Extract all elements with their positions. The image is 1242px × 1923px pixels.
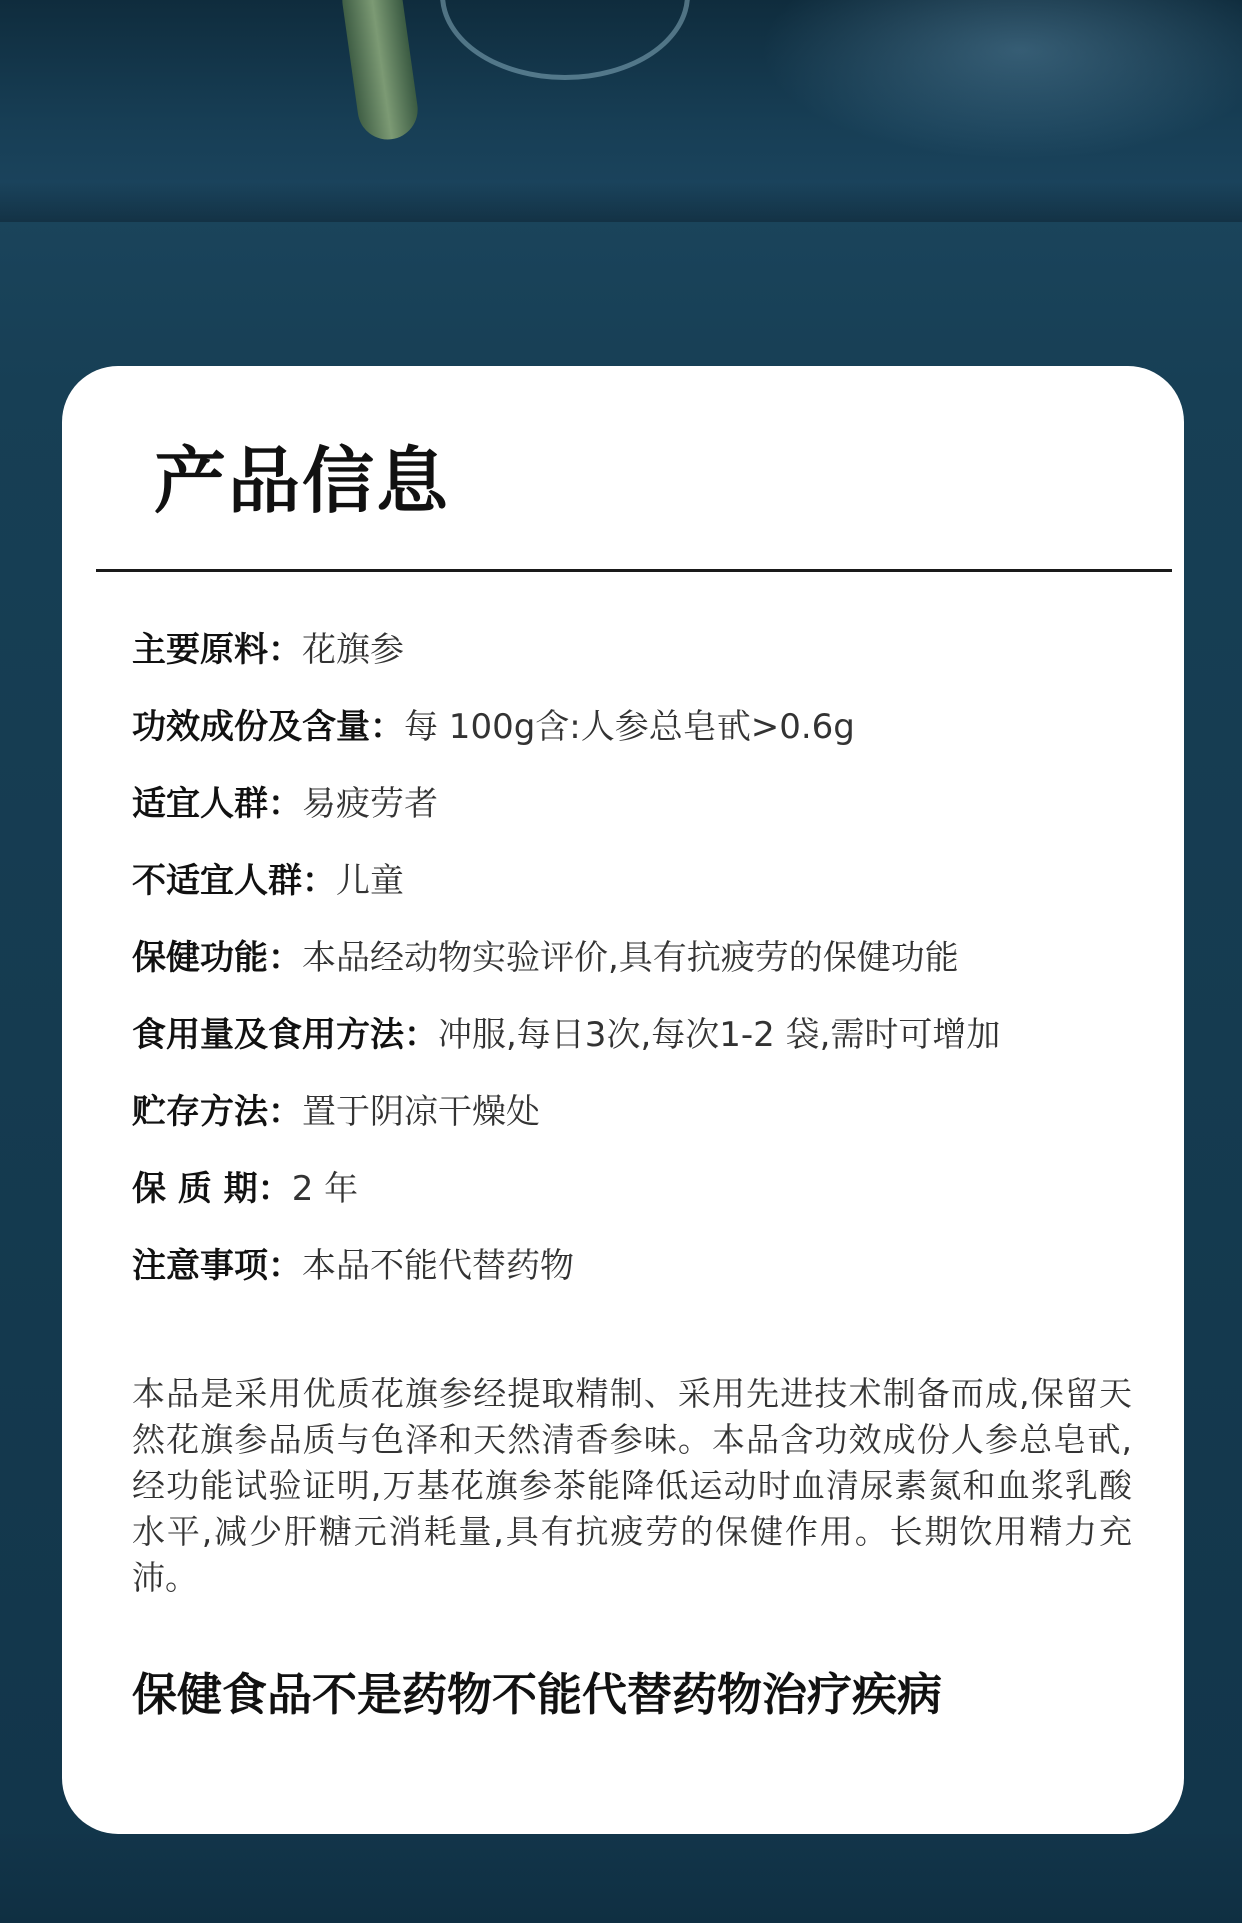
hero-image-strip bbox=[0, 0, 1242, 222]
info-value: 2 年 bbox=[291, 1169, 359, 1209]
info-value: 本品经动物实验评价,具有抗疲劳的保健功能 bbox=[302, 938, 959, 978]
card-title: 产品信息 bbox=[154, 439, 451, 523]
info-value: 每 100g含:人参总皂甙>0.6g bbox=[404, 707, 855, 747]
ginseng-root-illustration bbox=[338, 0, 421, 143]
title-divider bbox=[96, 569, 1172, 572]
info-label: 不适宜人群： bbox=[132, 861, 336, 901]
info-row-shelf-life bbox=[132, 1169, 1132, 1246]
info-row-health-function bbox=[132, 938, 1132, 1015]
info-row-dosage bbox=[132, 1015, 1132, 1092]
info-label: 主要原料： bbox=[132, 630, 302, 670]
info-row-storage bbox=[132, 1092, 1132, 1169]
info-label: 保健功能： bbox=[132, 938, 302, 978]
health-food-disclaimer: 保健食品不是药物不能代替药物治疗疾病 bbox=[132, 1668, 943, 1721]
info-label: 贮存方法： bbox=[132, 1092, 302, 1132]
hero-bottom-shade bbox=[0, 182, 1242, 222]
info-label: 食用量及食用方法： bbox=[132, 1015, 438, 1055]
info-value: 本品不能代替药物 bbox=[302, 1246, 574, 1286]
info-value: 置于阴凉干燥处 bbox=[302, 1092, 540, 1132]
info-label: 适宜人群： bbox=[132, 784, 302, 824]
info-label: 注意事项： bbox=[132, 1246, 302, 1286]
info-label: 功效成份及含量： bbox=[132, 707, 404, 747]
page-bottom-band bbox=[0, 1834, 1242, 1923]
info-row-ingredients bbox=[132, 630, 1132, 707]
info-row-notes bbox=[132, 1246, 1132, 1323]
info-value: 花旗参 bbox=[302, 630, 404, 670]
product-info-card bbox=[62, 366, 1184, 1834]
info-row-suitable-group bbox=[132, 784, 1132, 861]
info-label: 保 质 期： bbox=[132, 1169, 292, 1209]
info-row-active-content bbox=[132, 707, 1132, 784]
hero-light-glow bbox=[760, 0, 1242, 160]
glass-cup-illustration bbox=[440, 0, 690, 80]
info-value: 易疲劳者 bbox=[302, 784, 438, 824]
product-description: 本品是采用优质花旗参经提取精制、采用先进技术制备而成,保留天然花旗参品质与色泽和天然清香参味。本品含功效成份人参总皂甙,经功能试验证明,万基花旗参茶能降低运动时血清尿素氮和血浆乳酸水平,减少肝糖元消耗量,具有抗疲劳的保健作用。长期饮用精力充沛。 bbox=[132, 1374, 1132, 1597]
product-info-list bbox=[132, 630, 1132, 1323]
info-value: 冲服,每日3次,每次1-2 袋,需时可增加 bbox=[438, 1015, 1001, 1055]
info-value: 儿童 bbox=[336, 861, 404, 901]
info-row-unsuitable-group bbox=[132, 861, 1132, 938]
